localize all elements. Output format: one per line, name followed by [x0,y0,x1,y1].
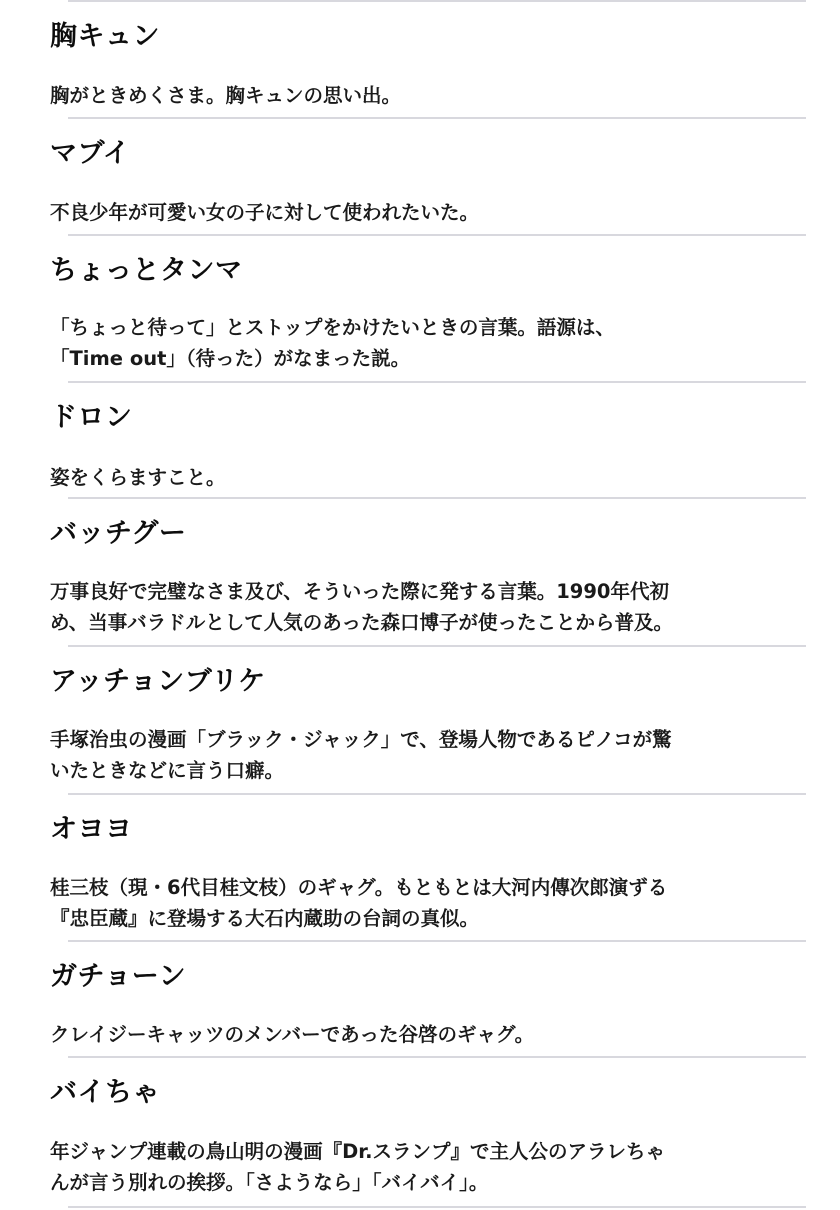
entry-divider [68,1056,806,1058]
entry-divider [68,497,806,499]
entry-term: バイちゃ [50,1077,160,1108]
entry-description: 胸がときめくさま。胸キュンの思い出。 [50,84,402,107]
entry-divider [68,1206,806,1208]
entry-description: 姿をくらますこと。 [50,466,226,489]
entry-divider [68,117,806,119]
entry-description: 桂三枝（現・6代目桂文枝）のギャグ。もともとは大河内傳次郎演ずる 『忠臣蔵』に登場する大石内蔵助の台詞の真似。 [50,876,668,930]
entry-description: 年ジャンプ連載の鳥山明の漫画『Dr.スランプ』で主人公のアラレちゃ んが言う別れの挨拶。「さようなら」「バイバイ」。 [50,1140,666,1194]
top-divider [68,0,806,2]
entry-description: クレイジーキャッツのメンバーであった谷啓のギャグ。 [50,1023,535,1046]
entry-description: 「ちょっと待って」とストップをかけたいときの言葉。語源は、 「Time out」（待った）がなまった説。 [50,316,615,370]
entry-term: ちょっとタンマ [50,255,243,286]
entry-description: 万事良好で完璧なさま及び、そういった際に発する言葉。1990年代初 め、当事バラドルとして人気のあった森口博子が使ったことから普及。 [50,580,674,634]
entry-term: マブイ [50,138,131,169]
entry-divider [68,940,806,942]
entry-divider [68,645,806,647]
entry-term: バッチグー [50,518,187,549]
entry-term: ガチョーン [50,961,187,992]
entry-term: ドロン [50,402,133,433]
entry-description: 不良少年が可愛い女の子に対して使われたいた。 [50,201,480,224]
entry-divider [68,793,806,795]
entry-divider [68,381,806,383]
entry-term: 胸キュン [50,21,160,52]
entry-divider [68,234,806,236]
entry-description: 手塚治虫の漫画「ブラック・ジャック」で、登場人物であるピノコが驚 いたときなどに言う口癖。 [50,728,672,782]
entry-term: オヨヨ [50,814,133,845]
entry-term: アッチョンブリケ [50,666,266,697]
